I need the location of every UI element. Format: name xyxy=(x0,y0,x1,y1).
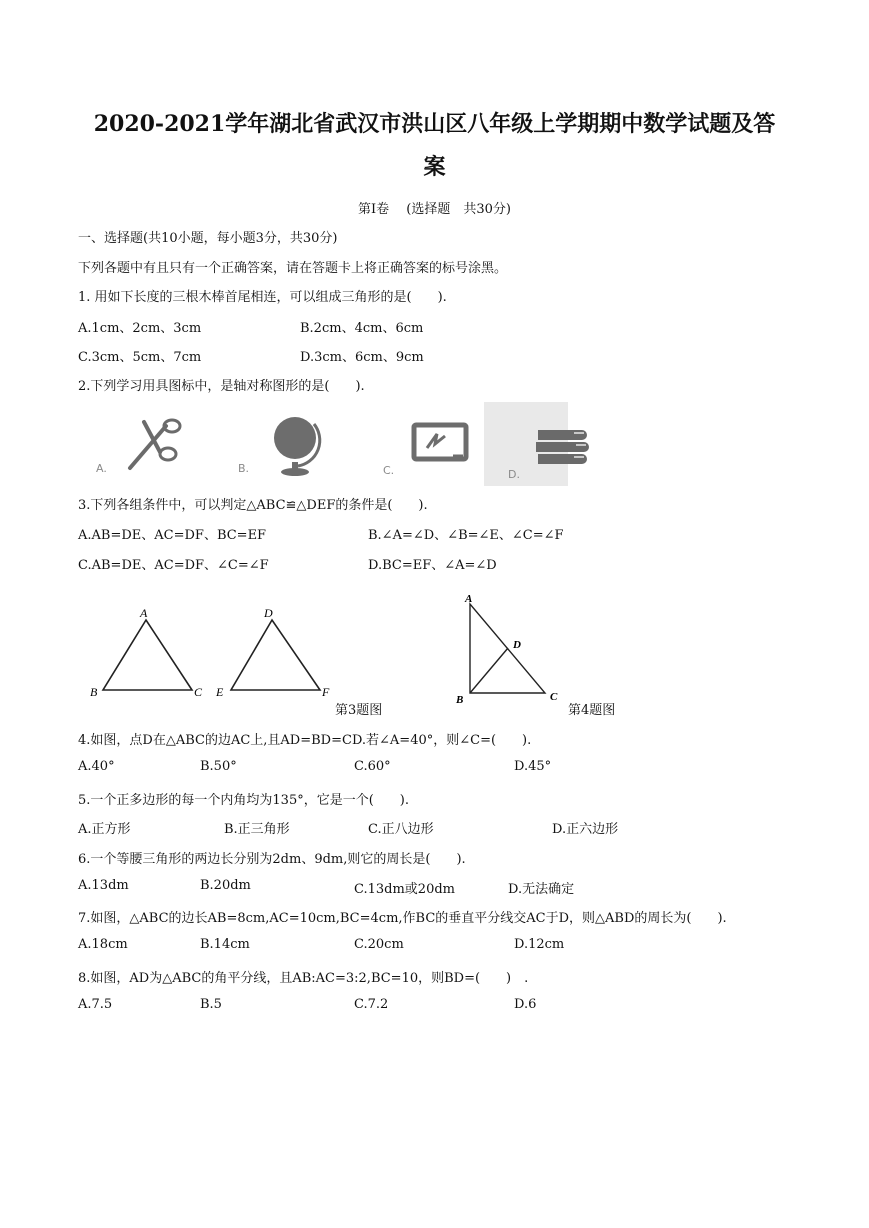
document-title-line1: 2020-2021学年湖北省武汉市洪山区八年级上学期期中数学试题及答 xyxy=(93,111,776,137)
question-6-option-b: B.20dm xyxy=(200,878,251,893)
figure-4-caption: 第4题图 xyxy=(568,703,616,718)
question-8-option-d: D.6 xyxy=(514,997,537,1012)
triangle-def xyxy=(231,620,320,690)
question-4-option-a: A.40° xyxy=(78,759,115,774)
tri2-vertex-e: E xyxy=(216,685,224,699)
question-3-option-b: B.∠A=∠D、∠B=∠E、∠C=∠F xyxy=(368,528,564,543)
question-8-option-c: C.7.2 xyxy=(354,997,389,1012)
question-1-option-c: C.3cm、5cm、7cm xyxy=(78,350,202,365)
question-6-stem: 6.一个等腰三角形的两边长分别为2dm、9dm,则它的周长是( ). xyxy=(78,852,466,867)
fig4-vertex-d: D xyxy=(513,639,521,651)
question-4-option-b: B.50° xyxy=(200,759,237,774)
blackboard-icon xyxy=(411,420,469,464)
question-5-option-b: B.正三角形 xyxy=(224,822,290,837)
question-3-option-a: A.AB=DE、AC=DF、BC=EF xyxy=(78,528,267,543)
option-d-label: D. xyxy=(508,468,520,481)
tri2-vertex-d: D xyxy=(264,606,273,620)
question-2-image-strip xyxy=(88,402,568,486)
question-6-option-d: D.无法确定 xyxy=(508,882,575,897)
question-7-option-d: D.12cm xyxy=(514,937,565,952)
question-4-option-c: C.60° xyxy=(354,759,391,774)
option-d-figure xyxy=(484,402,568,486)
question-5-option-d: D.正六边形 xyxy=(552,822,619,837)
question-7-option-b: B.14cm xyxy=(200,937,250,952)
triangle-fig4 xyxy=(470,604,545,693)
question-8-stem: 8.如图，AD为△ABC的角平分线，且AB:AC=3:2,BC=10，则BD=( ) . xyxy=(78,971,529,986)
question-4-option-d: D.45° xyxy=(514,759,552,774)
scissors-icon xyxy=(118,412,188,472)
question-8-option-a: A.7.5 xyxy=(78,997,113,1012)
fig4-vertex-b: B xyxy=(456,694,464,706)
question-6-option-a: A.13dm xyxy=(78,878,129,893)
question-2-stem: 2.下列学习用具图标中，是轴对称图形的是( ). xyxy=(78,379,365,394)
question-3-stem: 3.下列各组条件中，可以判定△ABC≌△DEF的条件是( ). xyxy=(78,498,428,513)
figure-3-caption: 第3题图 xyxy=(335,703,383,718)
question-3-option-c: C.AB=DE、AC=DF、∠C=∠F xyxy=(78,558,269,573)
question-1-stem: 1. 用如下长度的三根木棒首尾相连，可以组成三角形的是( ). xyxy=(78,290,447,305)
section-header: 第Ⅰ卷 (选择题 共30分) xyxy=(358,202,511,217)
question-5-option-a: A.正方形 xyxy=(78,822,131,837)
question-1-option-b: B.2cm、4cm、6cm xyxy=(300,321,424,336)
option-a-figure xyxy=(88,412,208,484)
fig4-vertex-c: C xyxy=(550,691,558,703)
books-icon xyxy=(534,424,594,474)
triangle-abc xyxy=(103,620,192,690)
tri1-vertex-c: C xyxy=(194,685,203,699)
tri2-vertex-f: F xyxy=(322,685,330,699)
question-7-option-c: C.20cm xyxy=(354,937,404,952)
tri1-vertex-a: A xyxy=(140,606,148,620)
question-3-option-d: D.BC=EF、∠A=∠D xyxy=(368,558,497,573)
option-c-figure xyxy=(373,412,483,484)
fig4-vertex-a: A xyxy=(465,593,473,605)
part-heading: 一、选择题(共10小题，每小题3分，共30分) xyxy=(78,231,338,246)
globe-icon xyxy=(268,414,324,478)
question-5-option-c: C.正八边形 xyxy=(368,822,434,837)
instruction-text: 下列各题中有且只有一个正确答案，请在答题卡上将正确答案的标号涂黑。 xyxy=(78,261,508,276)
question-7-option-a: A.18cm xyxy=(78,937,128,952)
option-b-label: B. xyxy=(238,462,250,475)
option-b-figure xyxy=(228,412,338,484)
option-a-label: A. xyxy=(96,462,107,475)
document-title-line2: 案 xyxy=(423,154,446,180)
question-5-stem: 5.一个正多边形的每一个内角均为135°，它是一个( ). xyxy=(78,793,409,808)
question-4-stem: 4.如图，点D在△ABC的边AC上,且AD=BD=CD.若∠A=40°，则∠C=( ). xyxy=(78,733,532,748)
question-8-option-b: B.5 xyxy=(200,997,222,1012)
question-7-stem: 7.如图，△ABC的边长AB=8cm,AC=10cm,BC=4cm,作BC的垂直平分线交AC于D，则△ABD的周长为( ). xyxy=(78,911,727,926)
question-1-option-a: A.1cm、2cm、3cm xyxy=(78,321,202,336)
question-1-option-d: D.3cm、6cm、9cm xyxy=(300,350,424,365)
option-c-label: C. xyxy=(383,464,395,477)
tri1-vertex-b: B xyxy=(90,685,98,699)
question-6-option-c: C.13dm或20dm xyxy=(354,882,455,897)
